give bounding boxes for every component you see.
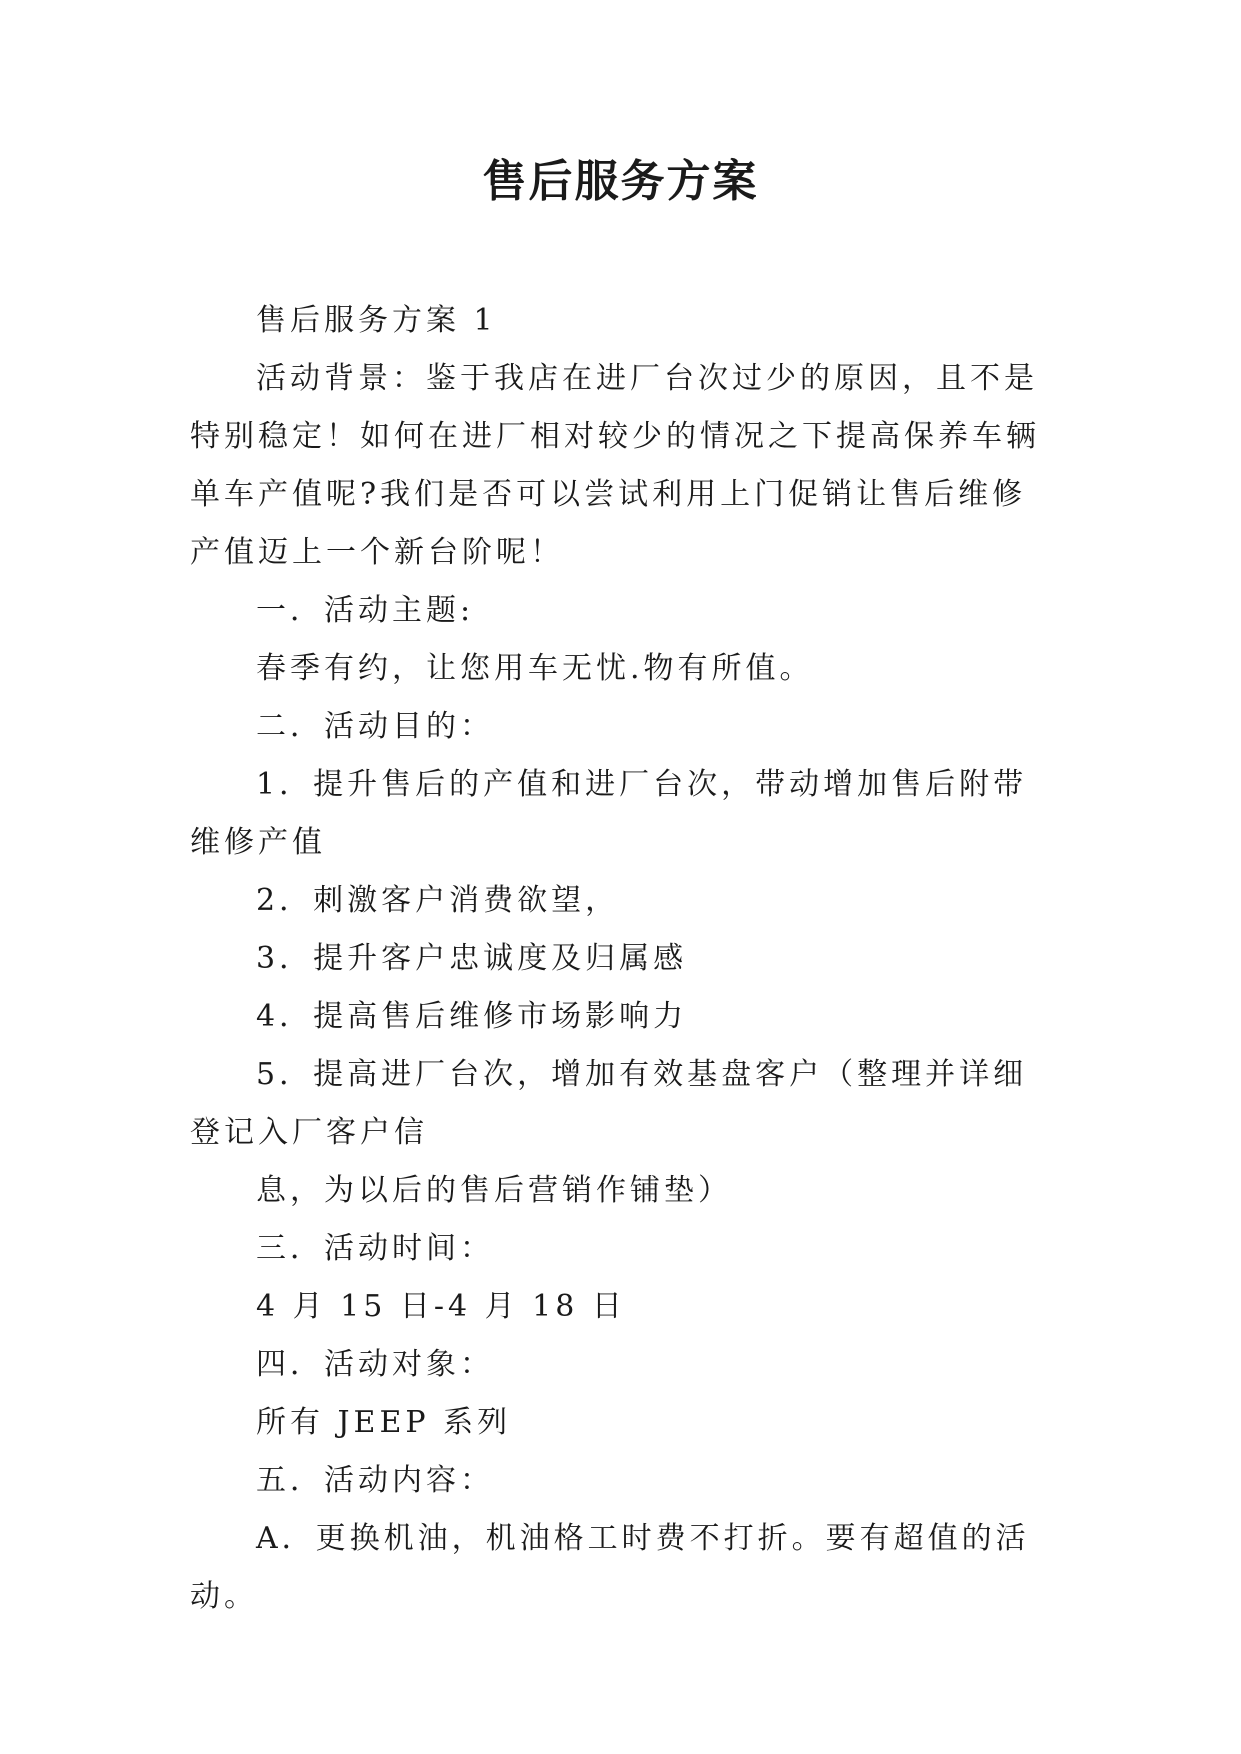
purpose-item-5-continued: 息，为以后的售后营销作铺垫） [256, 1173, 732, 1208]
target-heading: 四．活动对象： [256, 1347, 494, 1382]
purpose-item-1: 1．提升售后的产值和进厂台次，带动增加售后附带维修产值 [190, 767, 1028, 860]
document-title: 售后服务方案 [482, 156, 759, 207]
theme-heading: 一．活动主题: [256, 593, 475, 628]
purpose-item-4: 4．提高售后维修市场影响力 [256, 999, 688, 1034]
document-body [190, 292, 1060, 1626]
content-item-a: A．更换机油，机油格工时费不打折。要有超值的活动。 [190, 1521, 1030, 1614]
background-paragraph: 活动背景：鉴于我店在进厂台次过少的原因，且不是特别稳定！如何在进厂相对较少的情况之下提高保养车辆单车产值呢?我们是否可以尝试利用上门促销让售后维修产值迈上一个新台阶呢！ [190, 361, 1040, 570]
target-text: 所有 JEEP 系列 [256, 1405, 512, 1440]
purpose-item-3: 3．提升客户忠诚度及归属感 [256, 941, 688, 976]
time-text: 4 月 15 日-4 月 18 日 [256, 1289, 626, 1324]
purpose-heading: 二．活动目的： [256, 709, 494, 744]
theme-text: 春季有约，让您用车无忧.物有所值。 [256, 651, 814, 686]
section-heading: 售后服务方案 1 [256, 303, 497, 338]
content-heading: 五．活动内容： [256, 1463, 494, 1498]
purpose-item-5: 5．提高进厂台次，增加有效基盘客户（整理并详细登记入厂客户信 [190, 1057, 1028, 1150]
purpose-item-2: 2．刺激客户消费欲望， [256, 883, 620, 918]
time-heading: 三．活动时间： [256, 1231, 494, 1266]
